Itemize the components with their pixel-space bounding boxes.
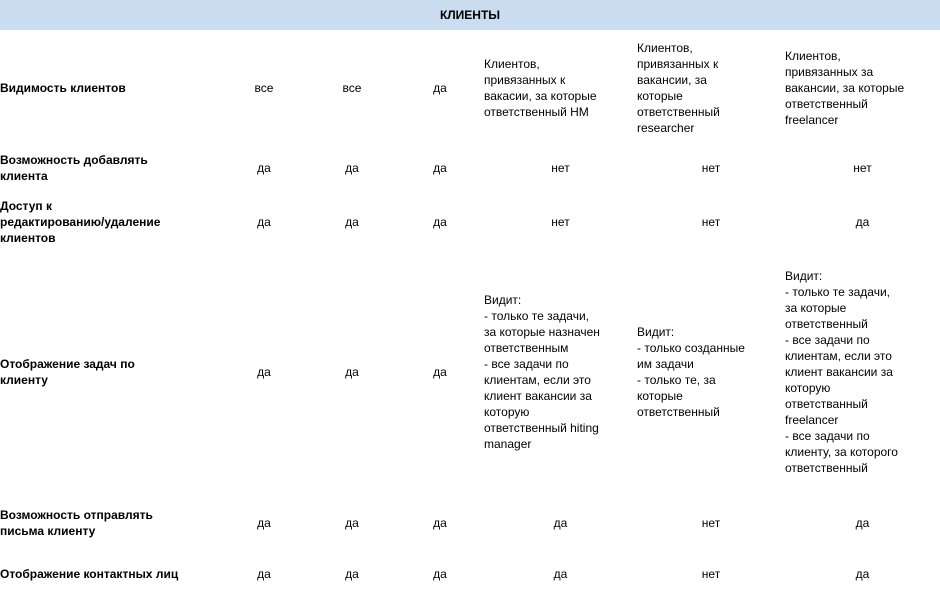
table-cell: нет <box>551 161 570 175</box>
table-cell: да <box>553 516 568 530</box>
section-title: КЛИЕНТЫ <box>439 8 501 22</box>
table-cell: да <box>433 215 447 229</box>
table-cell: нет <box>701 161 721 175</box>
table-row <box>0 191 940 253</box>
table-cell: нет <box>701 215 721 229</box>
table-cell: да <box>345 365 359 379</box>
section-header <box>0 0 940 30</box>
table-cell: Видит: - только те задачи, за которые назначен ответственным - все задачи по клиентам, если это клиент вакансии за которую ответственный hiting manager <box>484 293 600 451</box>
table-cell: да <box>433 365 447 379</box>
table-cell: Видит: - только созданные им задачи - только те, за которые ответственный <box>637 325 745 419</box>
table-cell: да <box>433 516 447 530</box>
table-cell: да <box>257 161 271 175</box>
table-cell: нет <box>853 161 872 175</box>
row-label: Отображение контактных лиц <box>0 567 179 581</box>
table-cell: да <box>345 215 359 229</box>
row-label: Отображение задач по клиенту <box>0 357 135 387</box>
row-label: Видимость клиентов <box>0 81 126 95</box>
table-row <box>0 491 940 555</box>
table-cell: Клиентов, привязанных к вакасии, за которые ответственный HM <box>484 57 597 119</box>
table-row <box>0 31 940 145</box>
row-label: Доступ к редактированию/удаление клиентов <box>0 199 161 245</box>
table-cell: все <box>254 81 274 95</box>
table-cell: да <box>257 365 271 379</box>
table-cell: нет <box>551 215 570 229</box>
table-cell: да <box>553 567 568 581</box>
row-label: Возможность добавлять клиента <box>0 153 148 183</box>
table-row <box>0 555 940 593</box>
table-cell: да <box>345 567 359 581</box>
table-cell: нет <box>701 567 721 581</box>
table-cell: да <box>433 161 447 175</box>
table-cell: Видит: - только те задачи, за которые ответственный - все задачи по клиентам, если это клиент вакансии за которую ответстванный freelancer - все задачи по клиенту, за которого ответственный <box>785 269 898 475</box>
table-cell: Клиентов, привязанных за вакансии, за которые ответственный freelancer <box>785 49 905 127</box>
permissions-table <box>0 31 940 593</box>
table-row <box>0 145 940 191</box>
table-cell: да <box>855 516 870 530</box>
table-cell: Клиентов, привязанных к вакансии, за которые ответственный researcher <box>637 41 720 135</box>
table-cell: да <box>855 215 870 229</box>
row-label: Возможность отправлять письма клиенту <box>0 508 153 538</box>
table-cell: да <box>433 567 447 581</box>
table-cell: нет <box>701 516 721 530</box>
table-cell: да <box>855 567 870 581</box>
table-row <box>0 253 940 491</box>
table-cell: да <box>257 516 271 530</box>
table-cell: да <box>345 161 359 175</box>
table-cell: все <box>342 81 362 95</box>
table-cell: да <box>257 215 271 229</box>
table-cell: да <box>433 81 447 95</box>
table-cell: да <box>257 567 271 581</box>
table-cell: да <box>345 516 359 530</box>
